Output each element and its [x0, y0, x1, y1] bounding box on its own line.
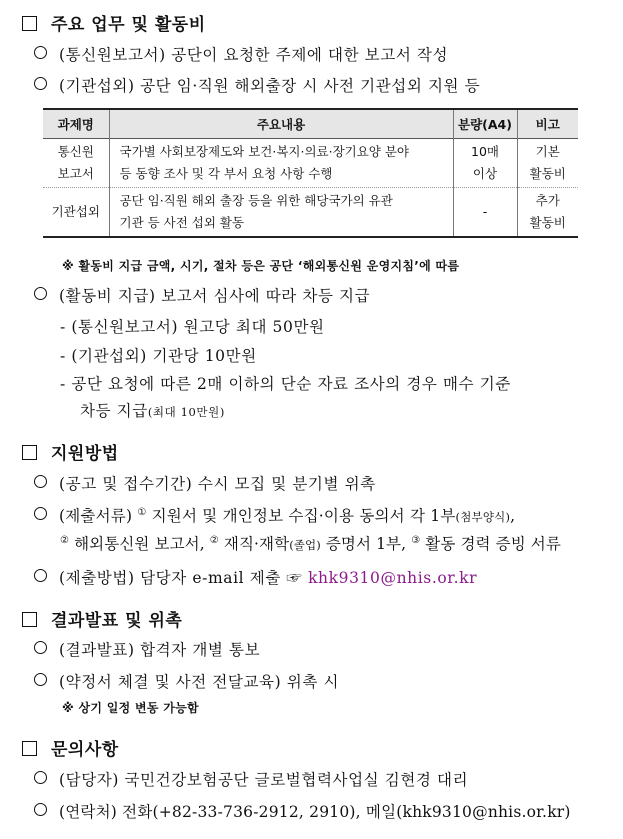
- circle-bullet-icon: [34, 77, 47, 90]
- list-item: (약정서 체결 및 사전 전달교육) 위촉 시: [34, 670, 339, 692]
- table-cell: 10매 이상: [453, 139, 517, 188]
- table-cell: -: [453, 188, 517, 238]
- table-cell: 기본 활동비: [517, 139, 578, 188]
- table-cell: 추가 활동비: [517, 188, 578, 238]
- sub-list-item: - (기관섭외) 기관당 10만원: [60, 347, 257, 365]
- circle-bullet-icon: [34, 46, 47, 59]
- circle-bullet-icon: [34, 507, 47, 520]
- list-item-continued: ② 해외통신원 보고서, ② 재직·재학(졸업) 증명서 1부, ③ 활동 경력 증빙 서류: [60, 534, 561, 553]
- table-header: 비고: [517, 109, 578, 139]
- section-heading-result: 결과발표 및 위촉: [22, 606, 182, 631]
- sub-list-item-continued: 차등 지급(최대 10만원): [80, 402, 225, 420]
- checkbox-square-icon: [22, 741, 37, 756]
- circle-bullet-icon: [34, 569, 47, 582]
- circle-bullet-icon: [34, 475, 47, 488]
- schedule-note: ※ 상기 일정 변동 가능함: [62, 701, 199, 715]
- list-item: (기관섭외) 공단 임·직원 해외출장 시 사전 기관섭외 지원 등: [34, 74, 480, 96]
- section-heading-method: 지원방법: [22, 439, 119, 464]
- table-header: 주요내용: [109, 109, 453, 139]
- checkbox-square-icon: [22, 612, 37, 627]
- circle-bullet-icon: [34, 287, 47, 300]
- section-heading-duties: 주요 업무 및 활동비: [22, 10, 206, 35]
- table-cell: 국가별 사회보장제도와 보건·복지·의료·장기요양 분야 등 동향 조사 및 각 부서 요청 사항 수행: [109, 139, 453, 188]
- list-item: (제출서류) ① 지원서 및 개인정보 수집·이용 동의서 각 1부(첨부양식),: [34, 504, 515, 526]
- table-cell: 기관섭외: [43, 188, 109, 238]
- list-item: (연락처) 전화(+82-33-736-2912, 2910), 메일(khk9310@nhis.or.kr): [34, 800, 571, 822]
- list-item: (제출방법) 담당자 e-mail 제출 ☞ khk9310@nhis.or.kr: [34, 566, 477, 588]
- table-header: 분량(A4): [453, 109, 517, 139]
- table-footnote: ※ 활동비 지급 금액, 시기, 절차 등은 공단 ‘해외통신원 운영지침’에 따름: [62, 259, 460, 273]
- table-row: [43, 139, 578, 188]
- sub-list-item: - 공단 요청에 따른 2매 이하의 단순 자료 조사의 경우 매수 기준: [60, 375, 511, 393]
- list-item: (활동비 지급) 보고서 심사에 따라 차등 지급: [34, 284, 370, 306]
- section-heading-contact: 문의사항: [22, 735, 119, 760]
- list-item: (통신원보고서) 공단이 요청한 주제에 대한 보고서 작성: [34, 43, 448, 65]
- duties-table: [43, 108, 578, 238]
- table-cell: 공단 임·직원 해외 출장 등을 위한 해당국가의 유관 기관 등 사전 섭외 활동: [109, 188, 453, 238]
- checkbox-square-icon: [22, 16, 37, 31]
- list-item: (담당자) 국민건강보험공단 글로벌협력사업실 김현경 대리: [34, 768, 468, 790]
- circle-bullet-icon: [34, 771, 47, 784]
- checkbox-square-icon: [22, 445, 37, 460]
- circle-bullet-icon: [34, 641, 47, 654]
- circle-bullet-icon: [34, 803, 47, 816]
- table-cell: 통신원 보고서: [43, 139, 109, 188]
- email-link[interactable]: khk9310@nhis.or.kr: [308, 569, 478, 587]
- list-item: (공고 및 접수기간) 수시 모집 및 분기별 위촉: [34, 472, 376, 494]
- table-row: [43, 188, 578, 238]
- sub-list-item: - (통신원보고서) 원고당 최대 50만원: [60, 318, 325, 336]
- list-item: (결과발표) 합격자 개별 통보: [34, 638, 260, 660]
- circle-bullet-icon: [34, 673, 47, 686]
- table-header: 과제명: [43, 109, 109, 139]
